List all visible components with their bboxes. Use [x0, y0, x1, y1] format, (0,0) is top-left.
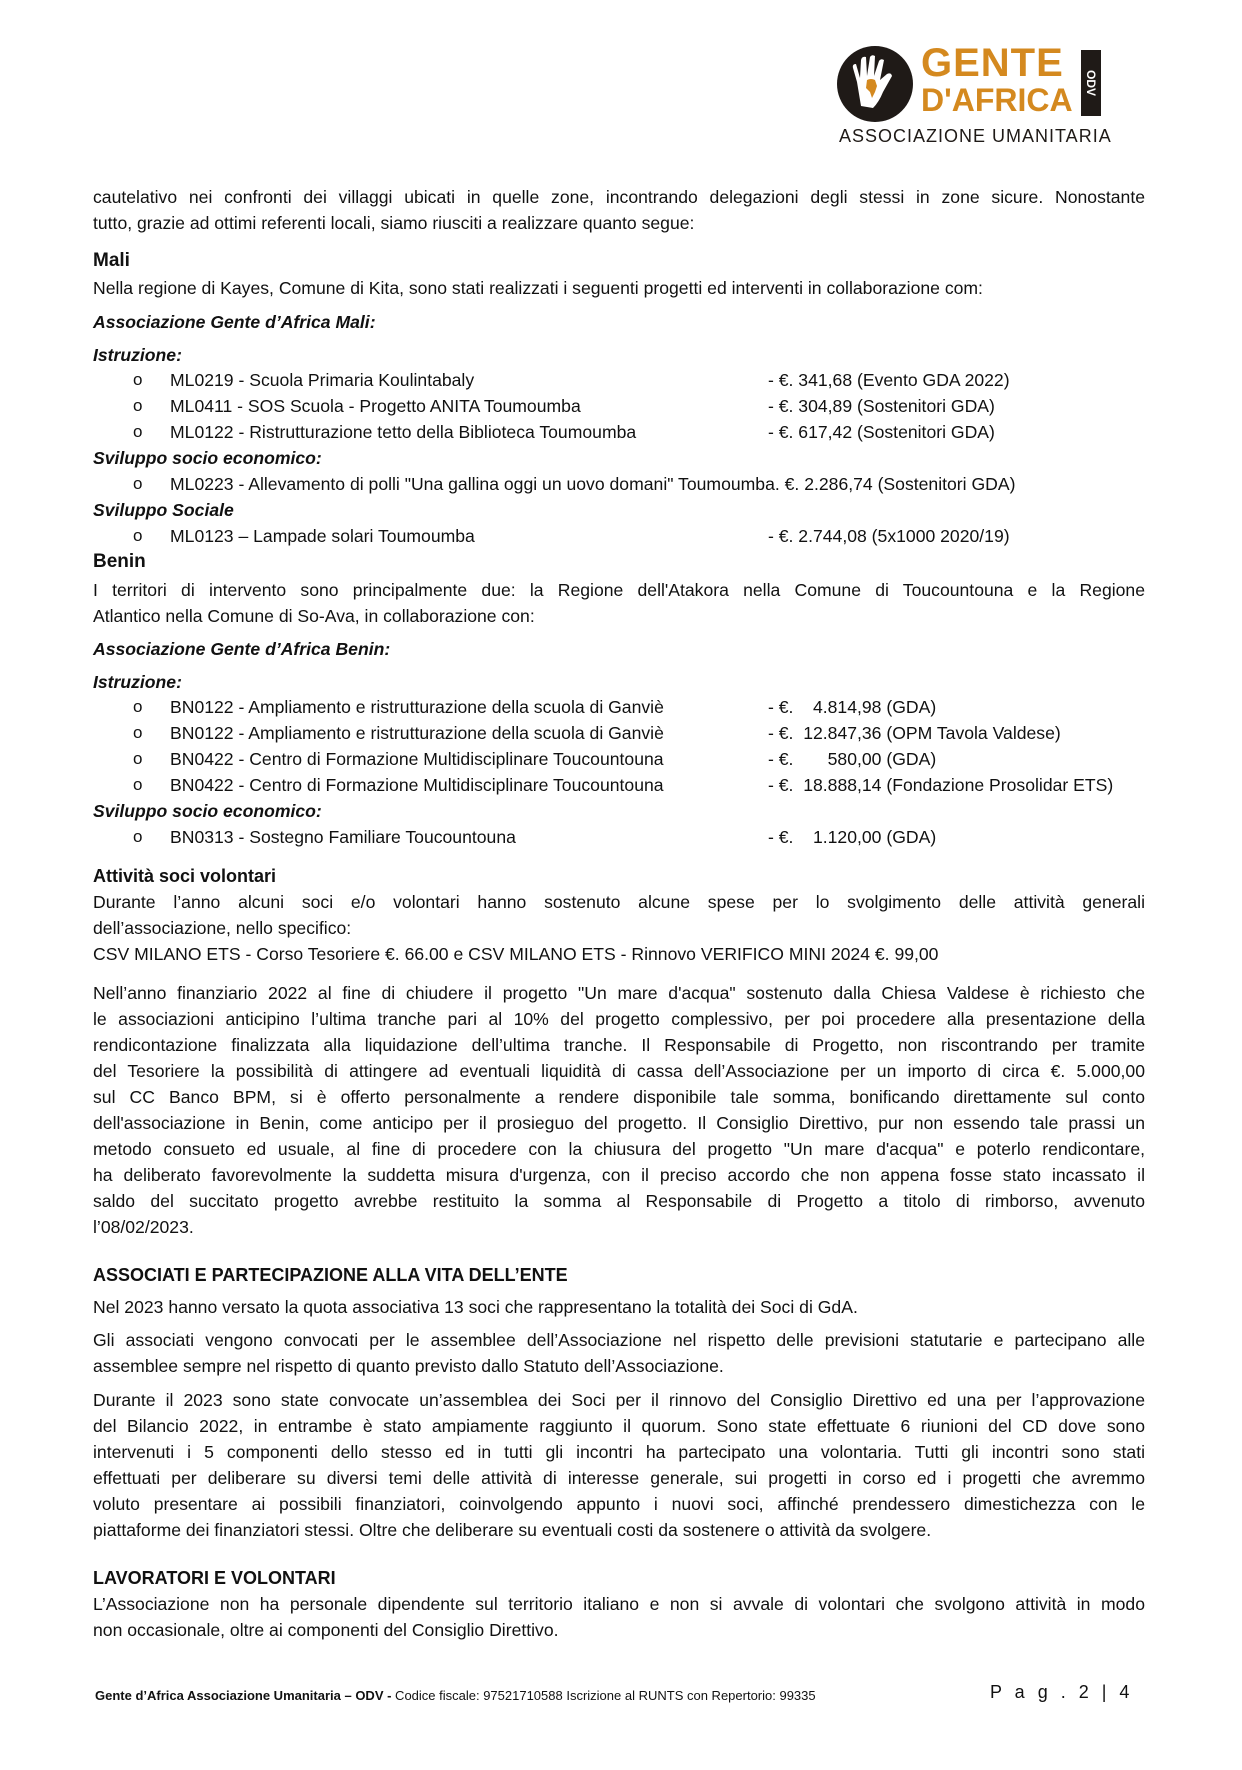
logo-line1: GENTE [921, 41, 1064, 85]
footer-org: Gente d’Africa Associazione Umanitaria – ODV - [95, 1688, 392, 1703]
heading-benin: Benin [93, 551, 146, 572]
bullet-marker: o [133, 827, 143, 846]
project-name: BN0122 - Ampliamento e ristrutturazione della scuola di Ganviè [170, 723, 664, 743]
logo [837, 41, 1112, 152]
project-name: ML0122 - Ristrutturazione tetto della Biblioteca Toumoumba [170, 422, 637, 442]
footer-info: Codice fiscale: 97521710588 Iscrizione al RUNTS con Repertorio: 99335 [391, 1688, 816, 1703]
bullet-marker: o [133, 422, 143, 441]
project-name: ML0219 - Scuola Primaria Koulintabaly [170, 370, 475, 390]
paragraph-line: del Bilancio 2022, in entrambe è stato ampiamente raggiunto il quorum. Sono state effettuate 6 riunioni del CD dove sono [93, 1416, 1145, 1436]
heading-associati: ASSOCIATI E PARTECIPAZIONE ALLA VITA DELL’ENTE [93, 1265, 568, 1285]
paragraph-line: le associazioni anticipino l’ultima tranche pari al 10% del progetto complessivo, per poi procedere alla presentazione della [93, 1009, 1145, 1029]
benin-text: I territori di intervento sono principalmente due: la Regione dell'Atakora nella Comune di Toucountouna e la Regione [93, 580, 1145, 600]
footer [95, 1688, 816, 1703]
soci-line: Durante l’anno alcuni soci e/o volontari hanno sostenuto alcune spese per lo svolgimento delle attività generali [93, 892, 1145, 912]
paragraph-line: non occasionale, oltre ai componenti del Consiglio Direttivo. [93, 1620, 559, 1640]
benin-text: Atlantico nella Comune di So-Ava, in collaborazione con: [93, 606, 535, 626]
project-name: BN0122 - Ampliamento e ristrutturazione della scuola di Ganviè [170, 697, 664, 717]
project-amount: - €. 304,89 (Sostenitori GDA) [768, 396, 995, 416]
paragraph-line: sul CC Banco BPM, si è offerto personalmente a rendere disponibile tale somma, bonificando direttamente sul conto [93, 1087, 1145, 1107]
paragraph-line: intervenuti i 5 componenti dello stesso ed in tutti gli incontri ha partecipato una volontaria. Tutti gli incontri sono stati [93, 1442, 1145, 1462]
paragraph-line: assemblee sempre nel rispetto di quanto previsto dallo Statuto dell’Associazione. [93, 1356, 724, 1376]
bullet-marker: o [133, 396, 143, 415]
bullet-marker: o [133, 775, 143, 794]
mali-text: Nella regione di Kayes, Comune di Kita, sono stati realizzati i seguenti progetti ed interventi in collaborazione com: [93, 278, 983, 298]
paragraph-line: dell'associazione in Benin, come anticipo per il prosieguo del progetto. Il Consiglio Direttivo, pur non essendo tale prassi un [93, 1113, 1145, 1133]
logo-subtitle: ASSOCIAZIONE UMANITARIA [839, 126, 1112, 146]
intro-line: tutto, grazie ad ottimi referenti locali, siamo riusciti a realizzare quanto segue: [93, 213, 695, 233]
bullet-marker: o [133, 723, 143, 742]
paragraph-line: L’Associazione non ha personale dipendente sul territorio italiano e non si avvale di volontari che svolgono attività in modo [93, 1594, 1145, 1614]
paragraph-line: voluto presentare ai possibili finanziatori, coinvolgendo appunto i nuovi soci, affinché prendessero dimestichezza con le [93, 1494, 1145, 1514]
page-number: P a g . 2 | 4 [990, 1682, 1134, 1702]
project-amount: - €. 341,68 (Evento GDA 2022) [768, 370, 1010, 390]
paragraph-line: effettuati per deliberare su diversi temi delle attività di interesse generale, sui progetti in corso ed i progetti che avremmo [93, 1468, 1145, 1488]
paragraph-line: Nell’anno finanziario 2022 al fine di chiudere il progetto "Un mare d'acqua" sostenuto dalla Chiesa Valdese è richiesto che [93, 983, 1145, 1003]
heading-mali: Mali [93, 250, 130, 271]
mali-istruzione-label: Istruzione: [93, 345, 182, 365]
project-amount: - €. 12.847,36 (OPM Tavola Valdese) [768, 723, 1061, 743]
project-amount: - €. 4.814,98 (GDA) [768, 697, 937, 717]
bullet-marker: o [133, 526, 143, 545]
paragraph-line: piattaforme dei finanziatori stessi. Oltre che deliberare su eventuali costi da sostenere o attività da svolgere. [93, 1520, 932, 1540]
mali-sociale-label: Sviluppo Sociale [93, 500, 234, 520]
paragraph-line: del Tesoriere la possibilità di attingere ad eventuali liquidità di cassa dell’Associazione per un importo di circa €. 5.000,00 [93, 1061, 1145, 1081]
benin-istruzione-label: Istruzione: [93, 672, 182, 692]
paragraph-line: saldo del succitato progetto avrebbe restituito la somma al Responsabile di Progetto a titolo di rimborso, avvenuto [93, 1191, 1145, 1211]
project-name: ML0223 - Allevamento di polli "Una gallina oggi un uovo domani" Toumoumba. €. 2.286,74 (Sostenitori GDA) [170, 474, 1016, 494]
soci-line: dell’associazione, nello specifico: [93, 918, 352, 938]
project-amount: - €. 580,00 (GDA) [768, 749, 937, 769]
logo-badge: ODV [1081, 50, 1101, 116]
soci-line: CSV MILANO ETS - Corso Tesoriere €. 66.00 e CSV MILANO ETS - Rinnovo VERIFICO MINI 2024 €. 99,00 [93, 944, 939, 964]
paragraph-line: Durante il 2023 sono state convocate un’assemblea dei Soci per il rinnovo del Consiglio Direttivo ed una per l’approvazione [93, 1390, 1145, 1410]
mali-sviluppo-label: Sviluppo socio economico: [93, 448, 322, 468]
project-name: BN0422 - Centro di Formazione Multidisciplinare Toucountouna [170, 775, 664, 795]
bullet-marker: o [133, 474, 143, 493]
benin-sviluppo-label: Sviluppo socio economico: [93, 801, 322, 821]
paragraph-line: Gli associati vengono convocati per le assemblee dell’Associazione nel rispetto delle previsioni statutarie e partecipano alle [93, 1330, 1145, 1350]
paragraph-line: metodo consueto ed usuale, al fine di procedere con la chiusura del progetto "Un mare d'acqua" e poterlo rendicontare, [93, 1139, 1145, 1159]
hand-africa-icon [837, 46, 913, 122]
project-amount: - €. 2.744,08 (5x1000 2020/19) [768, 526, 1010, 546]
bullet-marker: o [133, 370, 143, 389]
paragraph-line: l’08/02/2023. [93, 1217, 194, 1237]
heading-lavoratori: LAVORATORI E VOLONTARI [93, 1568, 336, 1588]
project-name: BN0422 - Centro di Formazione Multidisciplinare Toucountouna [170, 749, 664, 769]
paragraph-line: ha deliberato favorevolmente la suddetta misura d'urgenza, con il preciso accordo che non appena fosse stato incassato il [93, 1165, 1145, 1185]
project-amount: - €. 18.888,14 (Fondazione Prosolidar ETS) [768, 775, 1114, 795]
heading-soci: Attività soci volontari [93, 866, 277, 886]
project-amount: - €. 617,42 (Sostenitori GDA) [768, 422, 995, 442]
project-name: ML0123 – Lampade solari Toumoumba [170, 526, 475, 546]
benin-partner: Associazione Gente d’Africa Benin: [93, 639, 391, 659]
project-amount: - €. 1.120,00 (GDA) [768, 827, 937, 847]
intro-line: cautelativo nei confronti dei villaggi ubicati in quelle zone, incontrando delegazioni degli stessi in zone sicure. Nonostante [93, 187, 1145, 207]
project-name: BN0313 - Sostegno Familiare Toucountouna [170, 827, 516, 847]
logo-line2: D'AFRICA [921, 82, 1073, 118]
mali-partner: Associazione Gente d’Africa Mali: [93, 312, 376, 332]
bullet-marker: o [133, 697, 143, 716]
bullet-marker: o [133, 749, 143, 768]
paragraph-line: Nel 2023 hanno versato la quota associativa 13 soci che rappresentano la totalità dei Soci di GdA. [93, 1297, 858, 1317]
project-name: ML0411 - SOS Scuola - Progetto ANITA Toumoumba [170, 396, 581, 416]
paragraph-line: rendicontazione finalizzata alla liquidazione dell’ultima tranche. Il Responsabile di Progetto, non riscontrando per tramite [93, 1035, 1145, 1055]
